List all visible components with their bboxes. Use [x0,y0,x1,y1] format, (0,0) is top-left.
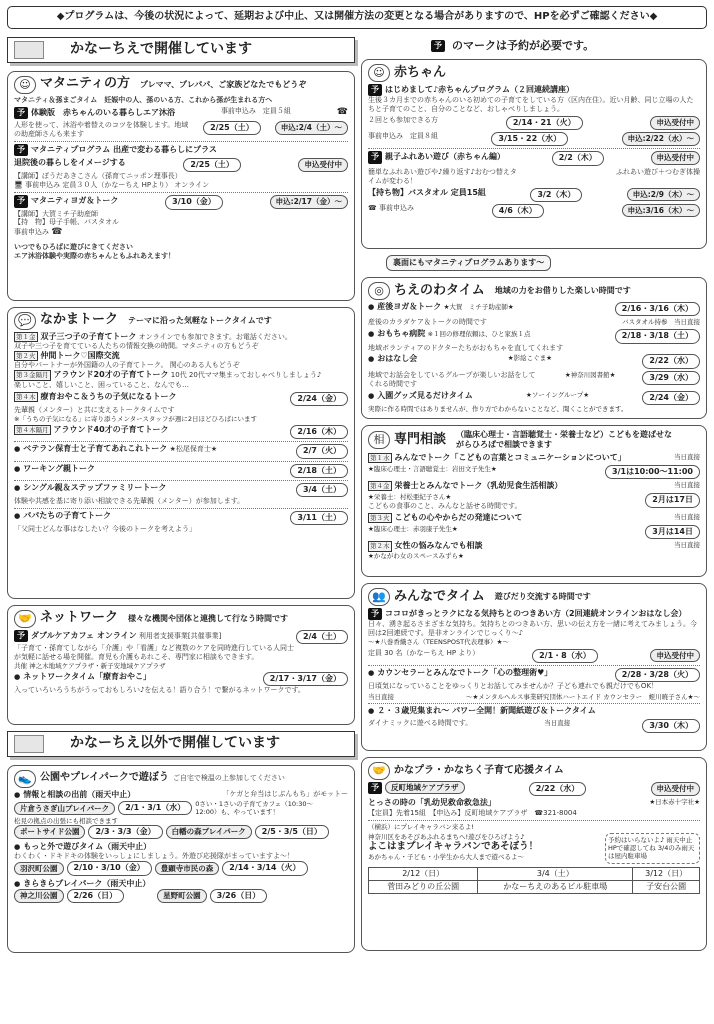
phone-icon: ☎ [51,227,63,238]
maternity-section: ☺ マタニティの方 プレママ、プレパパ、ご家族どなたでもどうぞ マタニティ＆孫まごタイム 妊娠中の人、孫のいる方、これから孫が生まれる方へ 予 体験版 赤ちゃんのいる暮らしエア沐浴 事前申込み 定員５組 ☎ 人形を使って、沐浴や着替えのコツを体験します。地域の助産師さんも来ます 2/25（土） 申込:2/4（土）〜 予 マタニティプログラム 出産で変わる暮らしにプラス 退院後の暮らしをイメージする 2/25（土） 申込受付中 【講師】ぼうだあきこさん（孫育てニッポン理事長） 🖥 事前申込み 定員３０人（かなーちえ HPより） オンライン 予 マタニティヨガ＆トーク 3/10（金） 申込:2/17（金）〜 【講師】大賀ミチ子助産師 【持 物】母子手帳、バスタオル 事前申込み ☎ いつでもひろばに遊びにきてください エア沐浴体験や実際の赤ちゃんともふれあえます！ [7,71,355,301]
kanapura-section: 🤝 かなプラ・かなちく子育て応援タイム 予 反町地域ケアプラザ 2/22（水） 申込受付中 とっさの時の「乳幼児救命救急法」 ★日本赤十字社★ 【定員】先着15組 【申込み】反町地域ケアプラザ ☎321-8004 （横浜）にプレイキャラバン来るよ! 神奈川区をあそびあふれるまちへ!遊びをひろげよう♪ よこはまプレイキャラバンであそぼう！ あかちゃん・子ども・小学生から大人まで遊べるよ〜 予約はいらないよ♪ 雨天中止 HPで確認してね 3/4のみ雨天は屋内駐車場 2/12（日） 3/4（土） 3/12（日） 菅田みどりの丘公園 かなーちえのあるビル駐車場 子安台公園 [361,757,707,951]
nakama-talk-section: 💬 なかまトーク テーマに沿った気軽なトークタイムです 第１金 双子三つ子の子育てトーク オンラインでも参加できます。お電話ください。 双子や三つ子を育てている人たちの情報交換の時間。マタニティの方もどうぞ 第２火 仲間トーク♡国際交流 自分やパートナーが外国籍の人の子育てトーク。 関心のある人もどうぞ 第３金隔月 アラウンド20才の子育てトーク 10代 20代ママ集まっておしゃべりしましょう♪ 楽しいこと、嬉しいこと、困っていること、なんでも… 第４木 療育おやこ＆うちの子気になるトーク 2/24（金） 先輩親（メンター）と共に支えるトークタイムです ※「うちの子気になる」に寄り添うメンタースタッフが週に2日ほどひろばにいます 第４木隔月 アラウンド40才の子育てトーク 2/16（木） ● ベテラン保育士と子育てあれこれトーク ★松尾保育士★ 2/7（火） ● ワーキング親トーク 2/18（土） ● シングル親＆ステップファミリートーク 3/4（土） 体験や共感を基に寄り添い相談できる先輩親（メンター）が参加します。 ● パパたちの子育てトーク 3/11（土） 「父同士どんな事はなしたい？今後のトークを考えよう」 [7,307,355,599]
date-badge: 2/25（土） [203,121,261,135]
left-column [7,35,355,959]
minna-section: 👥 みんなでタイム 遊びだり交流する時間です 予 ココロがきっとラクになる気持ちとのつきあい方（2回連続オンラインおはなし会） 日々、湧き起るさまざまな気持ち。気持ちとのつきあい方、思いの伝え方を一緒に考えてみましょう。今回は2回連続です。是非オンラインでじっくり〜♪ 〜★八巻香織さん（TEENSPOST代表理事）★〜 定員 30 名（かなーちえ HP より） 2/1・8（水） 申込受付中 ● カウンセラーとみんなでトーク「心の整理術♥」 2/28・3/28（火） 日頃気になっていることをゆっくりとお話してみませんか？子ども連れでも親だけでもOK！ 当日直接 〜★メンタルヘルス事業研究団体ハートエイド カウンセラー 蛭川暁子さん★〜 ● ２・３歳児集まれ〜 パワー全開！新聞紙遊び＆トークタイム ダイナミックに遊べる時間です。 当日直接 3/30（木） [361,583,707,751]
back-page-note: 裏面にもマタニティプログラムあります〜 [386,255,551,271]
people-icon: 👥 [368,588,390,606]
consultation-section: 相 専門相談 （臨床心理士・言語聴覚士・栄養士など）こどもを遊ばせながらひろばで相談できます 第１水 みんなでトーク「こどもの言葉とコミュニケーションについて」 当日直接 ★臨床心理士・言語聴覚士：岩田文子先生★ 3/1は10:00〜11:00 第４金 栄養士とみんなでトーク（乳幼児食生活相談） 当日直接 ★栄養士：村松亜紀子さん★ こどもの食事のこと、みんなと話せる時間です。 2月は17日 第３火 こどもの心やからだの発達について 当日直接 ★臨床心理士：赤羽康子先生★ 3月は14日 第２木 女性の悩みなんでも相談 当日直接 ★かながわ女のスペースみずら★ [361,425,707,577]
baby-icon: ☺ [368,64,390,82]
computer-icon: 🖥 [14,181,23,190]
rings-icon: ◎ [368,282,390,300]
phone-icon: ☎ [336,106,348,117]
shoe-icon: 👟 [14,770,36,788]
maternity-intro: マタニティ＆孫まごタイム 妊娠中の人、孫のいる方、これから孫が生まれる方へ [14,95,273,104]
phone-icon: ☎ [368,203,377,212]
online-label: 🖥 事前申込み 定員３０人（かなーちえ HPより） オンライン [14,181,210,190]
right-column [361,35,707,959]
table-row: 2/12（日） 3/4（土） 3/12（日） [369,867,700,880]
baby-face-icon: ☺ [14,76,36,94]
banner-in-kanachie: かなーちえで開催しています [7,37,355,63]
banner-outside: かなーちえ以外で開催しています [7,731,355,757]
reservation-legend: 予 のマークは予約が必要です。 [431,39,707,53]
notice-banner: ◆プログラムは、今後の状況によって、延期および中止、又は開催方法の変更となる場合がありますので、HPを必ずご確認ください◆ [7,6,707,29]
caravan-schedule-table [368,867,700,894]
chienowa-section: ◎ ちえのわタイム 地域の力をお借りした楽しい時間です ● 産後ヨガ＆トーク ★大賀 ミチ子助産師★ 2/16・3/16（木） 産後のカラダケア＆トークの時間です バスタオル持参 当日直接 ● おもちゃ病院 ※１回の修理依頼は、ひと家族１点 2/18・3/18（土） 地域ボランティアのドクターたちがおもちゃを直してくれます ● おはなし会 ★影絵こぐま★ 2/22（水） 地域でお話会をしているグループが楽しいお話をしてくれる時間です ★神奈川図書館★ 3/29（水） ● 入園グッズ見るだけタイム ★ソーイングループ★ 2/24（金） 実際に作る時間ではありませんが、作り方でわからないことなど、聞くことができます。 [361,277,707,419]
maternity-title: マタニティの方 [40,76,130,92]
handshake-icon: 🤝 [368,762,390,780]
consult-icon: 相 [368,431,390,449]
park-section: 👟 公園やプレイパークで遊ぼう ご自宅で検温の上参加してください ● 情報と相談の出前（雨天中止） 「ケガと弁当はじぶんもち」がモットー 片倉うさぎ山プレイパーク 2/1・3/1（水） 0さい・1さいの子育てカフェ（10:30〜12:00）も、やっています！ 松見の拠点の出張にも相談できます ポートサイド公園 2/3・3/3（金） 白幡の森プレイパーク 2/5・3/5（日） ● もっと外で遊びタイム（雨天中止） わくわく・ドキドキの体験をいっしょにしましょう。外遊び応援隊がまっていますよ〜！ 羽沢町公園 2/10・3/10（金） 豊顕寺市民の森 2/14・3/14（火） ● きらきらプレイパーク（雨天中止） 神之川公園 2/26（日） 星野町公園 3/26（日） [7,765,355,953]
talk-bubble-icon: 💬 [14,312,36,330]
baby-section: ☺ 赤ちゃん 予 はじめまして♪赤ちゃんプログラム（２回連続講座） 生後３カ月までの赤ちゃんのいる初めての子育てをしている方（区内在住）。近い月齢、同じ立場の人たちと子育てのこと、自分のことなど、おしゃべりしましょう。 ２回とも参加できる方 2/14・21（火） 申込受付中 事前申込み 定員８組 3/15・22（水） 申込:2/22（水）〜 予 親子ふれあい遊び（赤ちゃん編） 2/2（木） 申込受付中 簡単なふれあい遊びや♪繰り返す♪おむつ替えタイムが変わる！ ふれあい遊び＋つむぎ体操 【持ち物】バスタオル 定員15組 3/2（木） 申込:2/9（木）〜 ☎ 事前申込み 4/6（木） 申込:3/16（木）〜 [361,59,707,249]
handshake-icon: 🤝 [14,610,36,628]
network-section: 🤝 ネットワーク 様々な機関や団体と連携して行なう時間です 予 ダブルケアカフェ オンライン 利用者支援事業[共催事業] 2/4（土） 「子育て・孫育てしながら「介護」や「看護」など複数のケアを同時進行している人同士が気軽に話せる場を開催。育児も介護もあれこそ、専門家に相談もできます。 共催 神之木地域ケアプラザ・新子安地域ケアプラザ ● ネットワークタイム「療育おやこ」 2/17・3/17（金） 入っていろいろうちがうっておもしろい♪を伝える！語り合う！で繋がるネットワークです。 [7,605,355,725]
table-row: 菅田みどりの丘公園 かなーちえのあるビル駐車場 子安台公園 [369,881,700,894]
